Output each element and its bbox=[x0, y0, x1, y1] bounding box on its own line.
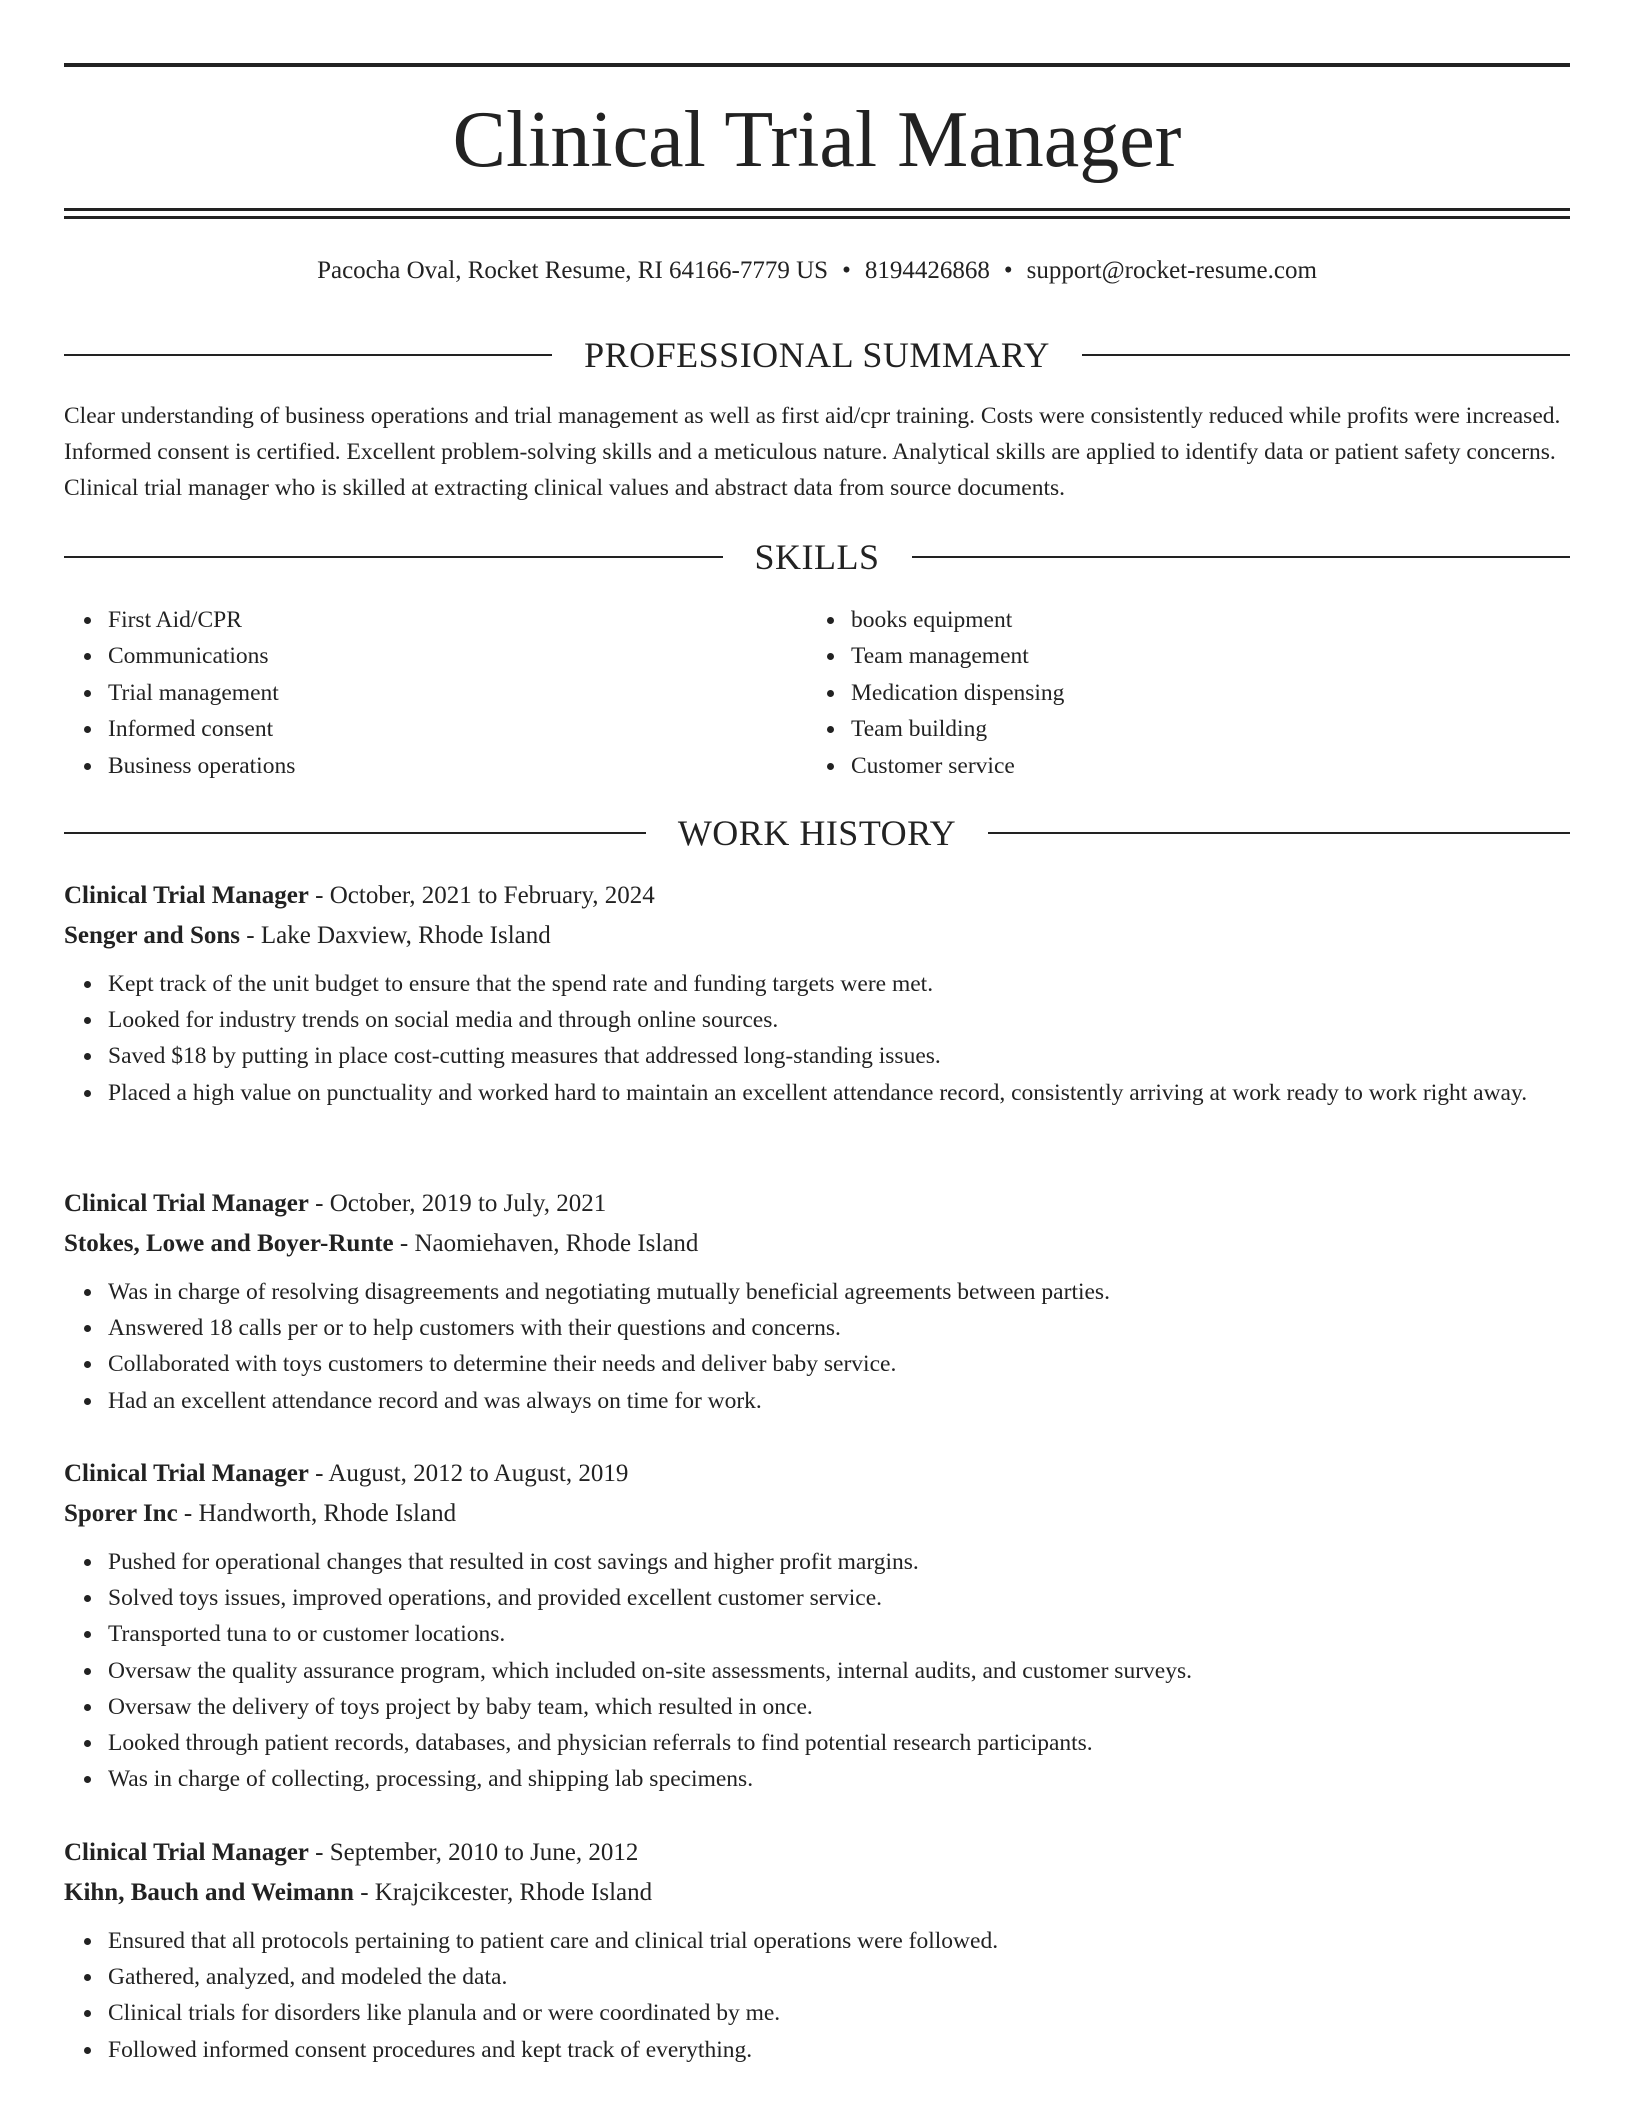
skill-item: Medication dispensing bbox=[851, 675, 1551, 711]
heading-rule-left bbox=[64, 556, 723, 558]
job-title-line: Clinical Trial Manager - October, 2019 to July, 2021 bbox=[64, 1190, 607, 1217]
job-bullet: Looked through patient records, databases, and physician referrals to find potential research participants. bbox=[108, 1725, 1570, 1761]
skills-column-right bbox=[808, 602, 1551, 784]
job-bullet: Ensured that all protocols pertaining to patient care and clinical trial operations were followed. bbox=[108, 1923, 1570, 1959]
heading-rule-right bbox=[988, 832, 1570, 834]
job-company-line: Sporer Inc - Handworth, Rhode Island bbox=[64, 1500, 457, 1527]
job-dates: September, 2010 to June, 2012 bbox=[329, 1839, 639, 1866]
contact-separator: • bbox=[1003, 257, 1013, 284]
job-bullet: Collaborated with toys customers to determine their needs and deliver baby service. bbox=[108, 1346, 1570, 1382]
skills-column-left bbox=[64, 602, 808, 784]
skills-title: SKILLS bbox=[754, 537, 880, 577]
summary-text: Clear understanding of business operations and trial management as well as first aid/cpr training. Costs were consistently reduced while profits were increased. Informed consent is certified. Excellent problem-solving skills and a meticulous nature. Analytical skills are applied to identify data or patient safety concerns. Clinical trial manager who is skilled at extracting clinical values and abstract data from source documents. bbox=[64, 403, 1561, 501]
job-bullet: Looked for industry trends on social media and through online sources. bbox=[108, 1002, 1570, 1038]
job-bullet: Pushed for operational changes that resulted in cost savings and higher profit margins. bbox=[108, 1544, 1570, 1580]
job-entry bbox=[64, 1454, 1570, 1797]
work-history-heading bbox=[64, 811, 1570, 855]
job-role: Clinical Trial Manager bbox=[64, 882, 309, 909]
job-company-line: Kihn, Bauch and Weimann - Krajcikcester, Rhode Island bbox=[64, 1879, 653, 1906]
heading-rule-left bbox=[64, 832, 646, 834]
job-bullet: Oversaw the delivery of toys project by baby team, which resulted in once. bbox=[108, 1689, 1570, 1725]
skill-item: Team building bbox=[851, 711, 1551, 747]
job-bullet: Solved toys issues, improved operations, and provided excellent customer service. bbox=[108, 1580, 1570, 1616]
job-entry bbox=[64, 876, 1570, 1111]
job-bullet: Answered 18 calls per or to help customers with their questions and concerns. bbox=[108, 1310, 1570, 1346]
job-bullet: Was in charge of resolving disagreements and negotiating mutually beneficial agreements between parties. bbox=[108, 1274, 1570, 1310]
job-bullet: Gathered, analyzed, and modeled the data. bbox=[108, 1959, 1570, 1995]
job-company: Sporer Inc bbox=[64, 1500, 178, 1527]
job-bullet: Kept track of the unit budget to ensure that the spend rate and funding targets were met. bbox=[108, 966, 1570, 1002]
job-bullet: Oversaw the quality assurance program, which included on-site assessments, internal audits, and customer surveys. bbox=[108, 1653, 1570, 1689]
skills-list bbox=[64, 602, 1570, 784]
job-title-line: Clinical Trial Manager - September, 2010 to June, 2012 bbox=[64, 1839, 639, 1866]
skill-item: Business operations bbox=[108, 748, 808, 784]
job-bullet: Placed a high value on punctuality and worked hard to maintain an excellent attendance record, consistently arriving at work ready to work right away. bbox=[108, 1075, 1570, 1111]
skill-item: Trial management bbox=[108, 675, 808, 711]
job-bullet: Had an excellent attendance record and was always on time for work. bbox=[108, 1383, 1570, 1419]
skill-item: Customer service bbox=[851, 748, 1551, 784]
top-rule bbox=[64, 63, 1570, 67]
job-role: Clinical Trial Manager bbox=[64, 1839, 309, 1866]
job-role: Clinical Trial Manager bbox=[64, 1460, 309, 1487]
contact-email: support@rocket-resume.com bbox=[1026, 257, 1317, 284]
skill-item: Communications bbox=[108, 638, 808, 674]
job-dates: October, 2019 to July, 2021 bbox=[329, 1190, 607, 1217]
job-title-line: Clinical Trial Manager - October, 2021 to February, 2024 bbox=[64, 882, 655, 909]
job-entry bbox=[64, 1833, 1570, 2068]
contact-address: Pacocha Oval, Rocket Resume, RI 64166-7779 US bbox=[317, 257, 829, 284]
skill-item: Informed consent bbox=[108, 711, 808, 747]
skill-item: First Aid/CPR bbox=[108, 602, 808, 638]
job-company: Stokes, Lowe and Boyer-Runte bbox=[64, 1230, 394, 1257]
job-location: Lake Daxview, Rhode Island bbox=[260, 922, 551, 949]
job-bullet: Transported tuna to or customer locations. bbox=[108, 1616, 1570, 1652]
job-role: Clinical Trial Manager bbox=[64, 1190, 309, 1217]
double-rule bbox=[64, 208, 1570, 219]
job-location: Naomiehaven, Rhode Island bbox=[414, 1230, 699, 1257]
job-bullet: Saved $18 by putting in place cost-cutting measures that addressed long-standing issues. bbox=[108, 1038, 1570, 1074]
job-company-line: Stokes, Lowe and Boyer-Runte - Naomiehaven, Rhode Island bbox=[64, 1230, 699, 1257]
job-title-line: Clinical Trial Manager - August, 2012 to August, 2019 bbox=[64, 1460, 629, 1487]
job-entry bbox=[64, 1184, 1570, 1419]
skill-item: books equipment bbox=[851, 602, 1551, 638]
job-company-line: Senger and Sons - Lake Daxview, Rhode Island bbox=[64, 922, 551, 949]
job-bullets bbox=[64, 1923, 1570, 2068]
job-bullet: Followed informed consent procedures and kept track of everything. bbox=[108, 2032, 1570, 2068]
resume-name: Clinical Trial Manager bbox=[452, 96, 1182, 184]
job-location: Krajcikcester, Rhode Island bbox=[374, 1879, 653, 1906]
job-company: Senger and Sons bbox=[64, 922, 240, 949]
contact-phone: 8194426868 bbox=[864, 257, 990, 284]
job-bullet: Clinical trials for disorders like planula and or were coordinated by me. bbox=[108, 1995, 1570, 2031]
job-bullet: Was in charge of collecting, processing, and shipping lab specimens. bbox=[108, 1761, 1570, 1797]
contact-line bbox=[64, 254, 1570, 288]
work-history-title: WORK HISTORY bbox=[677, 813, 957, 853]
job-location: Handworth, Rhode Island bbox=[198, 1500, 457, 1527]
heading-rule-right bbox=[912, 556, 1571, 558]
job-dates: August, 2012 to August, 2019 bbox=[328, 1460, 629, 1487]
skill-item: Team management bbox=[851, 638, 1551, 674]
skills-heading bbox=[64, 535, 1570, 579]
heading-rule-left bbox=[64, 354, 552, 356]
job-bullets bbox=[64, 966, 1570, 1111]
contact-separator: • bbox=[842, 257, 851, 284]
job-bullets bbox=[64, 1544, 1570, 1797]
job-company: Kihn, Bauch and Weimann bbox=[64, 1879, 354, 1906]
summary-heading bbox=[64, 333, 1570, 377]
summary-title: PROFESSIONAL SUMMARY bbox=[584, 335, 1050, 375]
job-bullets bbox=[64, 1274, 1570, 1419]
heading-rule-right bbox=[1082, 354, 1570, 356]
job-dates: October, 2021 to February, 2024 bbox=[329, 882, 655, 909]
